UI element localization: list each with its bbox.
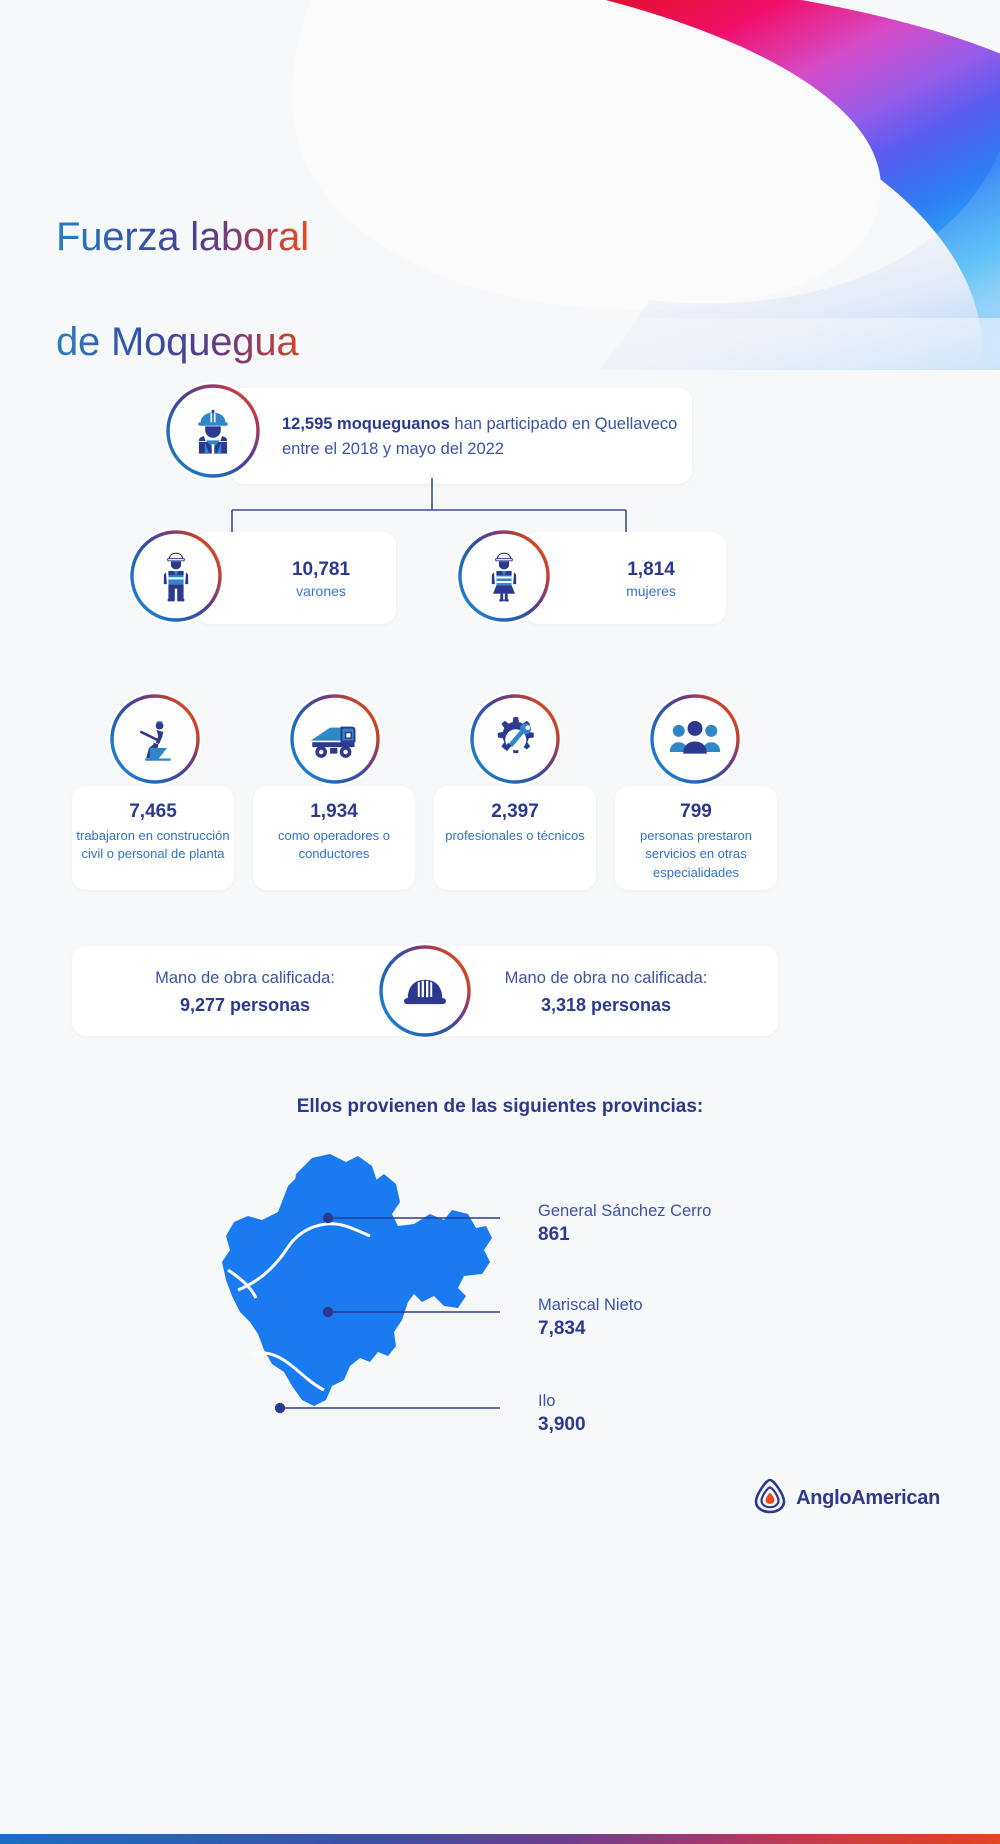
category-ring-1 — [108, 692, 202, 786]
category-card-4 — [615, 786, 777, 890]
category-4-label: personas prestaron servicios en otras especialidades — [639, 827, 752, 880]
province-3-name: Ilo — [538, 1392, 556, 1410]
category-3-label: profesionales o técnicos — [445, 827, 585, 843]
province-label-3 — [538, 1390, 586, 1438]
labor-right-label: Mano de obra no calificada: — [504, 969, 708, 987]
labor-left-value: 9,277 personas — [179, 994, 311, 1015]
province-1-name: General Sánchez Cerro — [538, 1202, 712, 1220]
category-2-label: como operadores o conductores — [277, 827, 390, 862]
category-card-1 — [72, 786, 234, 890]
mujeres-label: mujeres — [626, 582, 676, 599]
title-line-1: Fuerza laboral — [56, 211, 309, 264]
male-worker-icon — [128, 528, 224, 624]
labor-right-value: 3,318 personas — [540, 994, 672, 1015]
category-ring-3 — [468, 692, 562, 786]
page-title — [56, 158, 309, 370]
province-label-1 — [538, 1200, 711, 1248]
category-4-value: 799 — [680, 801, 712, 822]
province-1-value: 861 — [538, 1224, 570, 1246]
varones-text — [246, 558, 396, 600]
province-2-value: 7,834 — [538, 1318, 586, 1340]
category-1-value: 7,465 — [129, 801, 177, 822]
province-label-2 — [538, 1294, 643, 1342]
categories-row — [0, 786, 1000, 890]
labor-left — [100, 966, 390, 1019]
mujeres-text — [576, 558, 726, 600]
summary-text-rest: han participado en Quellaveco entre el 2018 y mayo del 2022 — [282, 415, 678, 458]
brand-logo — [753, 1478, 940, 1519]
digging-worker-icon — [108, 692, 202, 786]
anglo-american-logo-icon — [753, 1478, 787, 1519]
people-group-icon — [648, 692, 742, 786]
gender-row — [0, 532, 1000, 624]
category-3-value: 2,397 — [491, 801, 539, 822]
gear-wrench-icon — [468, 692, 562, 786]
varones-label: varones — [296, 582, 346, 599]
summary-text — [282, 412, 682, 462]
labor-right — [456, 966, 756, 1019]
province-3-value: 3,900 — [538, 1414, 586, 1436]
dump-truck-icon — [288, 692, 382, 786]
varones-value: 10,781 — [291, 559, 351, 580]
moquegua-map — [200, 1150, 760, 1475]
category-card-3 — [434, 786, 596, 890]
category-card-2 — [253, 786, 415, 890]
female-worker-icon — [456, 528, 552, 624]
footer-gradient-bar — [0, 1834, 1000, 1844]
labor-icon-ring — [377, 943, 473, 1039]
varones-icon-ring — [128, 528, 224, 624]
hard-hat-icon — [377, 943, 473, 1039]
header — [0, 0, 1000, 370]
provinces-title: Ellos provienen de las siguientes provincias: — [296, 1096, 704, 1117]
category-ring-4 — [648, 692, 742, 786]
title-line-2: de Moquegua — [56, 316, 309, 369]
mujeres-value: 1,814 — [627, 559, 675, 580]
logo-wordmark: AngloAmerican — [796, 1487, 940, 1509]
category-1-label: trabajaron en construcción civil o personal de planta — [76, 827, 230, 862]
mujeres-icon-ring — [456, 528, 552, 624]
summary-value: 12,595 moqueguanos — [282, 415, 450, 433]
province-2-name: Mariscal Nieto — [538, 1296, 643, 1314]
category-ring-2 — [288, 692, 382, 786]
category-2-value: 1,934 — [310, 801, 358, 822]
summary-row — [0, 388, 1000, 484]
map-shape — [222, 1154, 492, 1406]
labor-left-label: Mano de obra calificada: — [155, 969, 335, 987]
summary-icon-ring — [164, 382, 262, 480]
construction-worker-icon — [164, 382, 262, 480]
